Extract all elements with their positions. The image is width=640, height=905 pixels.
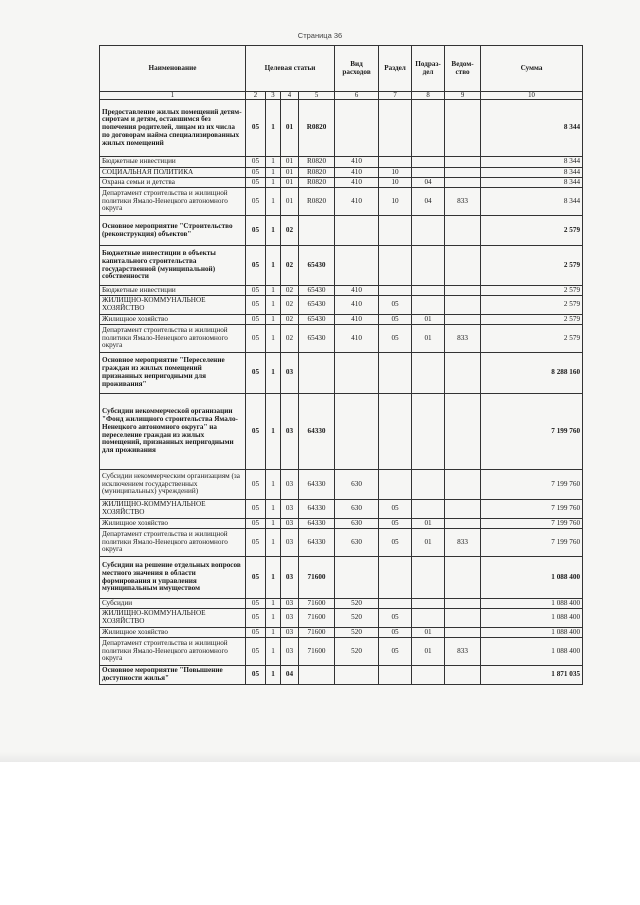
target-code-program: 05 [246,296,266,315]
row-name: Охрана семьи и детства [100,178,246,188]
column-number: 9 [445,92,481,100]
table-row [100,216,583,246]
row-name: Основное мероприятие "Повышение доступности жилья" [100,666,246,685]
table-row [100,609,583,628]
target-code-subprogram: 1 [266,286,281,296]
amount: 7 199 760 [481,529,583,557]
expense-type: 410 [335,325,379,353]
target-code-event: 01 [281,157,299,168]
row-name: Субсидии некоммерческим организациям (за исключением государственных (муниципальных) учреждений) [100,470,246,500]
column-number: 7 [379,92,412,100]
target-code-event: 01 [281,178,299,188]
department-code [445,599,481,609]
target-code-subprogram: 1 [266,599,281,609]
subsection-code: 01 [412,638,445,666]
table-row [100,529,583,557]
target-code-event: 03 [281,394,299,470]
target-code-program: 05 [246,519,266,529]
row-name: СОЦИАЛЬНАЯ ПОЛИТИКА [100,168,246,178]
table-row [100,394,583,470]
section-code [379,666,412,685]
subsection-code: 04 [412,178,445,188]
subsection-code [412,100,445,157]
table-row [100,519,583,529]
expense-type: 630 [335,519,379,529]
amount: 7 199 760 [481,394,583,470]
row-name: Жилищное хозяйство [100,519,246,529]
target-code-event: 02 [281,286,299,296]
row-name: Субсидии некоммерческой организации "Фонд жилищного строительства Ямало-Ненецкого автономного округа" на переселение граждан из жилых помещений, признанных непригодными для проживания [100,394,246,470]
scan-edge [0,752,640,762]
target-code-direction: 64330 [299,470,335,500]
expense-type: 520 [335,628,379,638]
section-code: 05 [379,296,412,315]
section-code: 05 [379,315,412,325]
subsection-code [412,500,445,519]
target-code-subprogram: 1 [266,325,281,353]
subsection-code [412,666,445,685]
target-code-direction: R0820 [299,168,335,178]
target-code-subprogram: 1 [266,246,281,286]
amount: 1 088 400 [481,599,583,609]
target-code-direction: 65430 [299,315,335,325]
column-number: 10 [481,92,583,100]
header-dept: Ведом-ство [445,46,481,92]
amount: 8 344 [481,178,583,188]
row-name: Предоставление жилых помещений детям-сиротам и детям, оставшимся без попечения родителей, лицам из их числа по договорам найма специализированных жилых помещений [100,100,246,157]
expense-type [335,246,379,286]
table-row [100,188,583,216]
department-code: 833 [445,529,481,557]
amount: 2 579 [481,296,583,315]
section-code [379,353,412,394]
target-code-subprogram: 1 [266,470,281,500]
target-code-event: 01 [281,188,299,216]
target-code-subprogram: 1 [266,609,281,628]
department-code: 833 [445,188,481,216]
target-code-program: 05 [246,353,266,394]
department-code: 833 [445,638,481,666]
section-code [379,599,412,609]
header-subsection: Подраз-дел [412,46,445,92]
column-number: 1 [100,92,246,100]
table-row [100,286,583,296]
target-code-program: 05 [246,609,266,628]
target-code-event: 03 [281,638,299,666]
section-code: 05 [379,519,412,529]
target-code-program: 05 [246,157,266,168]
section-code: 10 [379,188,412,216]
target-code-direction: R0820 [299,188,335,216]
expense-type [335,666,379,685]
department-code [445,500,481,519]
target-code-subprogram: 1 [266,500,281,519]
target-code-direction: 65430 [299,296,335,315]
expense-type [335,394,379,470]
subsection-code: 01 [412,325,445,353]
expense-type [335,216,379,246]
subsection-code [412,216,445,246]
target-code-program: 05 [246,500,266,519]
section-code: 05 [379,628,412,638]
target-code-program: 05 [246,599,266,609]
subsection-code [412,168,445,178]
table-row [100,599,583,609]
column-number: 2 [246,92,266,100]
section-code [379,557,412,599]
target-code-program: 05 [246,628,266,638]
expense-type: 410 [335,157,379,168]
column-number: 8 [412,92,445,100]
subsection-code [412,246,445,286]
expense-type: 410 [335,296,379,315]
target-code-subprogram: 1 [266,315,281,325]
section-code: 05 [379,500,412,519]
target-code-direction: 64330 [299,529,335,557]
expense-type: 410 [335,315,379,325]
target-code-direction: 71600 [299,557,335,599]
target-code-program: 05 [246,529,266,557]
target-code-program: 05 [246,178,266,188]
target-code-subprogram: 1 [266,666,281,685]
expense-type: 410 [335,286,379,296]
amount: 2 579 [481,246,583,286]
subsection-code [412,394,445,470]
subsection-code [412,557,445,599]
department-code [445,168,481,178]
section-code [379,286,412,296]
section-code [379,246,412,286]
row-name: Бюджетные инвестиции в объекты капитального строительства государственной (муниципальной) собственности [100,246,246,286]
column-number-row [100,92,583,100]
department-code [445,609,481,628]
target-code-program: 05 [246,100,266,157]
table-row [100,638,583,666]
target-code-direction: 71600 [299,609,335,628]
target-code-subprogram: 1 [266,353,281,394]
department-code [445,296,481,315]
subsection-code: 04 [412,188,445,216]
target-code-direction: 65430 [299,246,335,286]
section-code [379,216,412,246]
target-code-program: 05 [246,246,266,286]
table-row [100,325,583,353]
subsection-code: 01 [412,628,445,638]
target-code-event: 03 [281,529,299,557]
target-code-direction: 65430 [299,286,335,296]
table-row [100,296,583,315]
page-label: Страница 36 [297,31,343,40]
section-code: 10 [379,168,412,178]
table-row [100,157,583,168]
target-code-event: 02 [281,246,299,286]
table-row [100,557,583,599]
department-code [445,353,481,394]
department-code [445,315,481,325]
row-name: ЖИЛИЩНО-КОММУНАЛЬНОЕ ХОЗЯЙСТВО [100,500,246,519]
department-code: 833 [445,325,481,353]
target-code-program: 05 [246,216,266,246]
expense-type: 520 [335,638,379,666]
amount: 7 199 760 [481,470,583,500]
section-code [379,394,412,470]
target-code-direction: 71600 [299,638,335,666]
table-row [100,246,583,286]
target-code-event: 02 [281,325,299,353]
table-row [100,178,583,188]
header-type: Вид расходов [335,46,379,92]
section-code: 05 [379,325,412,353]
target-code-subprogram: 1 [266,519,281,529]
target-code-subprogram: 1 [266,296,281,315]
target-code-program: 05 [246,315,266,325]
section-code [379,100,412,157]
column-number: 6 [335,92,379,100]
section-code [379,470,412,500]
target-code-direction: 64330 [299,500,335,519]
department-code [445,286,481,296]
target-code-program: 05 [246,286,266,296]
target-code-subprogram: 1 [266,157,281,168]
table-row [100,628,583,638]
row-name: Бюджетные инвестиции [100,157,246,168]
budget-table [99,45,583,685]
target-code-event: 03 [281,599,299,609]
expense-type [335,100,379,157]
target-code-event: 01 [281,168,299,178]
target-code-direction: 65430 [299,325,335,353]
header-sum: Сумма [481,46,583,92]
target-code-subprogram: 1 [266,188,281,216]
row-name: Субсидии [100,599,246,609]
row-name: Жилищное хозяйство [100,628,246,638]
target-code-event: 01 [281,100,299,157]
amount: 1 088 400 [481,557,583,599]
amount: 1 088 400 [481,628,583,638]
row-name: Основное мероприятие "Строительство (реконструкция) объектов" [100,216,246,246]
table-row [100,315,583,325]
section-code: 10 [379,178,412,188]
header-row [100,46,583,92]
target-code-subprogram: 1 [266,394,281,470]
amount: 2 579 [481,315,583,325]
table-row [100,353,583,394]
subsection-code: 01 [412,315,445,325]
subsection-code: 01 [412,519,445,529]
department-code [445,216,481,246]
amount: 2 579 [481,216,583,246]
row-name: Жилищное хозяйство [100,315,246,325]
row-name: Департамент строительства и жилищной политики Ямало-Ненецкого автономного округа [100,638,246,666]
subsection-code [412,470,445,500]
target-code-event: 03 [281,470,299,500]
department-code [445,100,481,157]
header-target: Целевая статьи [246,46,335,92]
amount: 2 579 [481,286,583,296]
target-code-program: 05 [246,188,266,216]
target-code-event: 03 [281,500,299,519]
target-code-subprogram: 1 [266,557,281,599]
amount: 8 344 [481,188,583,216]
target-code-event: 04 [281,666,299,685]
target-code-event: 03 [281,353,299,394]
table-row [100,470,583,500]
expense-type: 520 [335,599,379,609]
department-code [445,557,481,599]
row-name: Бюджетные инвестиции [100,286,246,296]
subsection-code [412,286,445,296]
header-section: Раздел [379,46,412,92]
row-name: Основное мероприятие "Переселение граждан из жилых помещений признанных непригодными для проживания" [100,353,246,394]
target-code-subprogram: 1 [266,529,281,557]
expense-type: 410 [335,178,379,188]
target-code-direction: 71600 [299,628,335,638]
amount: 7 199 760 [481,500,583,519]
target-code-direction: 64330 [299,394,335,470]
column-number: 5 [299,92,335,100]
expense-type: 410 [335,168,379,178]
subsection-code: 01 [412,529,445,557]
target-code-program: 05 [246,168,266,178]
target-code-direction: R0820 [299,157,335,168]
row-name: Департамент строительства и жилищной политики Ямало-Ненецкого автономного округа [100,188,246,216]
expense-type [335,353,379,394]
target-code-event: 03 [281,557,299,599]
expense-type [335,557,379,599]
amount: 8 344 [481,157,583,168]
expense-type: 630 [335,500,379,519]
target-code-event: 02 [281,216,299,246]
table-row [100,100,583,157]
department-code [445,157,481,168]
target-code-direction: R0820 [299,100,335,157]
table-row [100,666,583,685]
department-code [445,666,481,685]
target-code-program: 05 [246,325,266,353]
header-name: Наименование [100,46,246,92]
amount: 1 088 400 [481,638,583,666]
amount: 8 344 [481,168,583,178]
row-name: Департамент строительства и жилищной политики Ямало-Ненецкого автономного округа [100,325,246,353]
department-code [445,178,481,188]
target-code-direction [299,666,335,685]
expense-type: 520 [335,609,379,628]
department-code [445,519,481,529]
expense-type: 630 [335,529,379,557]
subsection-code [412,296,445,315]
department-code [445,470,481,500]
target-code-event: 03 [281,519,299,529]
target-code-event: 03 [281,628,299,638]
section-code: 05 [379,638,412,666]
amount: 1 871 035 [481,666,583,685]
column-number: 4 [281,92,299,100]
target-code-subprogram: 1 [266,216,281,246]
row-name: Субсидии на решение отдельных вопросов местного значения в области формирования и управления муниципальным имуществом [100,557,246,599]
expense-type: 630 [335,470,379,500]
target-code-subprogram: 1 [266,178,281,188]
department-code [445,246,481,286]
amount: 8 344 [481,100,583,157]
target-code-direction: 71600 [299,599,335,609]
target-code-program: 05 [246,394,266,470]
department-code [445,394,481,470]
subsection-code [412,353,445,394]
table-row [100,168,583,178]
table-row [100,500,583,519]
target-code-subprogram: 1 [266,100,281,157]
target-code-subprogram: 1 [266,168,281,178]
target-code-subprogram: 1 [266,628,281,638]
target-code-program: 05 [246,470,266,500]
target-code-subprogram: 1 [266,638,281,666]
target-code-event: 03 [281,609,299,628]
subsection-code [412,157,445,168]
target-code-direction: 64330 [299,519,335,529]
target-code-program: 05 [246,557,266,599]
row-name: ЖИЛИЩНО-КОММУНАЛЬНОЕ ХОЗЯЙСТВО [100,609,246,628]
amount: 2 579 [481,325,583,353]
section-code [379,157,412,168]
column-number: 3 [266,92,281,100]
section-code: 05 [379,529,412,557]
subsection-code [412,599,445,609]
target-code-program: 05 [246,666,266,685]
section-code: 05 [379,609,412,628]
target-code-direction: R0820 [299,178,335,188]
row-name: ЖИЛИЩНО-КОММУНАЛЬНОЕ ХОЗЯЙСТВО [100,296,246,315]
target-code-direction [299,353,335,394]
target-code-event: 02 [281,315,299,325]
target-code-program: 05 [246,638,266,666]
amount: 7 199 760 [481,519,583,529]
amount: 8 288 160 [481,353,583,394]
row-name: Департамент строительства и жилищной политики Ямало-Ненецкого автономного округа [100,529,246,557]
target-code-direction [299,216,335,246]
expense-type: 410 [335,188,379,216]
amount: 1 088 400 [481,609,583,628]
subsection-code [412,609,445,628]
department-code [445,628,481,638]
target-code-event: 02 [281,296,299,315]
